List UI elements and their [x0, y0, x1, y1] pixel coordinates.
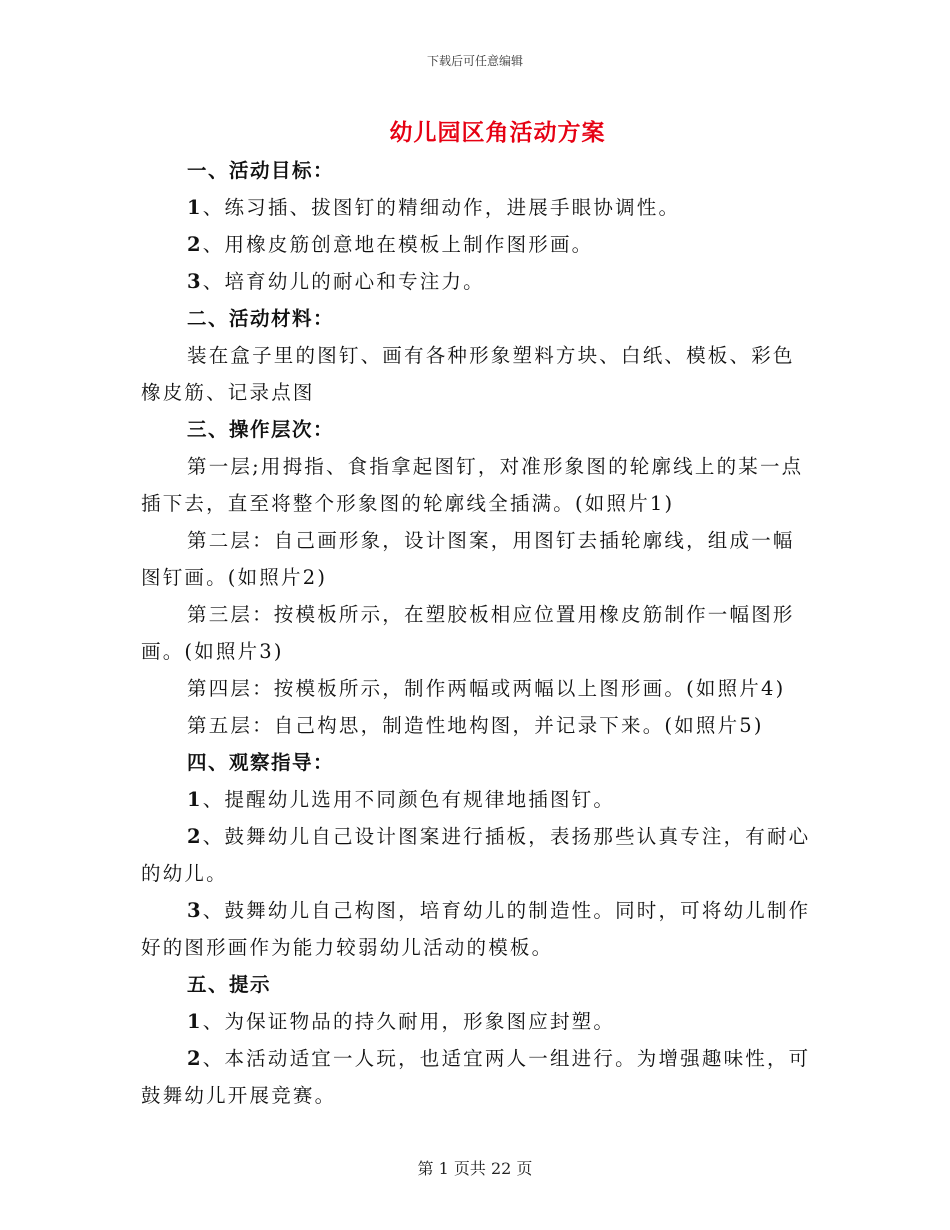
item-text: 、鼓舞幼儿自己设计图案进行插板，表扬那些认真专注，有耐心: [202, 825, 811, 848]
section-heading: 五、提示: [187, 973, 272, 996]
document-body: [141, 152, 809, 1114]
section-heading: 二、活动材料：: [187, 307, 335, 330]
paragraph-line: 插下去，直至将整个形象图的轮廓线全插满。(如照片1): [141, 492, 675, 515]
list-item: [141, 1040, 809, 1077]
paragraph-line: 装在盒子里的图钉、画有各种形象塑料方块、白纸、模板、彩色: [187, 344, 795, 367]
item-number: 2: [187, 233, 203, 256]
page-footer: 第 1 页共 22 页: [417, 1159, 533, 1178]
item-number: 3: [187, 899, 203, 922]
section-heading: 一、活动目标：: [187, 159, 335, 182]
item-number: 2: [187, 825, 203, 848]
paragraph-line: 第五层：自己构思，制造性地构图，并记录下来。(如照片5): [187, 714, 764, 737]
paragraph-line: 图钉画。(如照片2): [141, 566, 328, 589]
paragraph-line: 第三层：按模板所示，在塑胶板相应位置用橡皮筋制作一幅图形: [187, 603, 795, 626]
item-text: 、用橡皮筋创意地在模板上制作图形画。: [202, 233, 594, 256]
list-item-continuation: 鼓舞幼儿开展竞赛。: [141, 1084, 337, 1107]
item-text: 、鼓舞幼儿自己构图，培育幼儿的制造性。同时，可将幼儿制作: [202, 899, 811, 922]
paragraph-line: 第一层;用拇指、食指拿起图钉，对准形象图的轮廓线上的某一点: [187, 455, 804, 478]
list-item: [141, 189, 809, 226]
item-text: 、提醒幼儿选用不同颜色有规律地插图钉。: [202, 788, 616, 811]
item-text: 、培育幼儿的耐心和专注力。: [202, 270, 485, 293]
list-item-continuation: 的幼儿。: [141, 862, 228, 885]
list-item-continuation: 好的图形画作为能力较弱幼儿活动的模板。: [141, 936, 554, 959]
paragraph-line: 第四层：按模板所示，制作两幅或两幅以上图形画。(如照片4): [187, 677, 786, 700]
document-title: 幼儿园区角活动方案: [389, 119, 606, 146]
item-number: 2: [187, 1047, 203, 1070]
paragraph-line: 第二层：自己画形象，设计图案，用图钉去插轮廓线，组成一幅: [187, 529, 795, 552]
paragraph-line: 画。(如照片3): [141, 640, 284, 663]
item-text: 、本活动适宜一人玩，也适宜两人一组进行。为增强趣味性，可: [202, 1047, 811, 1070]
item-number: 1: [187, 196, 203, 219]
item-number: 1: [187, 1010, 203, 1033]
list-item: [141, 1003, 809, 1040]
section-heading: 三、操作层次：: [187, 418, 335, 441]
item-text: 、为保证物品的持久耐用，形象图应封塑。: [202, 1010, 616, 1033]
item-number: 1: [187, 788, 203, 811]
list-item: [141, 818, 809, 855]
item-text: 、练习插、拔图钉的精细动作，进展手眼协调性。: [202, 196, 681, 219]
list-item: [141, 226, 809, 263]
header-note: 下载后可任意编辑: [426, 54, 523, 68]
list-item: [141, 781, 809, 818]
item-number: 3: [187, 270, 203, 293]
paragraph-line: 橡皮筋、记录点图: [141, 381, 315, 404]
list-item: [141, 892, 809, 929]
list-item: [141, 263, 809, 300]
section-heading: 四、观察指导：: [187, 751, 335, 774]
